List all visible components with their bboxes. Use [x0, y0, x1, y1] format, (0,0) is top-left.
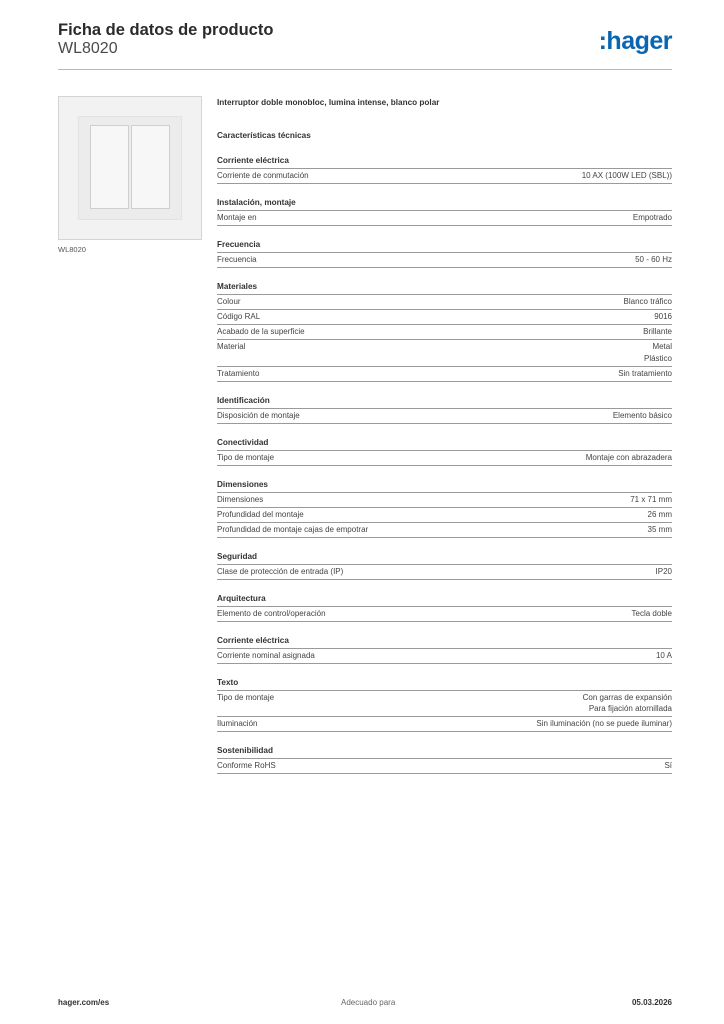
spec-values: [632, 608, 672, 620]
spec-row: [217, 717, 672, 732]
spec-row: [217, 295, 672, 310]
spec-value: Metal: [652, 342, 672, 351]
spec-values: [656, 566, 672, 578]
spec-values: [643, 326, 672, 338]
spec-value: 10 AX (100W LED (SBL)): [581, 171, 672, 180]
spec-value: Con garras de expansión: [582, 692, 672, 702]
product-description: Interruptor doble monobloc, lumina intense, blanco polar: [217, 98, 440, 107]
spec-row: [217, 451, 672, 466]
spec-row: [217, 367, 672, 382]
spec-value: Tecla doble: [631, 608, 672, 618]
spec-section: [217, 479, 672, 538]
switch-frame: [78, 116, 182, 220]
spec-value: 10 A: [655, 650, 672, 660]
spec-row: [217, 325, 672, 340]
tech-characteristics-title: Características técnicas: [217, 131, 311, 140]
spec-values: [635, 254, 672, 266]
header-divider: [58, 69, 672, 70]
spec-label: Profundidad del montaje: [217, 509, 304, 519]
spec-row: [217, 565, 672, 580]
section-title: Sostenibilidad: [217, 745, 672, 759]
spec-label: Profundidad de montaje cajas de empotrar: [217, 524, 369, 534]
spec-label: Tipo de montaje: [217, 692, 275, 702]
spec-values: [624, 296, 672, 308]
section-title: Arquitectura: [217, 593, 672, 607]
spec-section: [217, 197, 672, 226]
product-image: [58, 96, 202, 240]
page-title: Ficha de datos de producto: [58, 21, 274, 39]
spec-row: [217, 759, 672, 774]
spec-section: [217, 551, 672, 580]
spec-row: [217, 310, 672, 325]
spec-label: Corriente de conmutación: [217, 171, 309, 180]
spec-label: Montaje en: [217, 213, 257, 222]
spec-values: [654, 311, 672, 323]
spec-label: Elemento de control/operación: [217, 608, 326, 618]
spec-value: Blanco tráfico: [623, 297, 672, 306]
spec-label: Código RAL: [217, 312, 261, 321]
section-title: Conectividad: [217, 437, 672, 451]
section-title: Dimensiones: [217, 479, 672, 493]
spec-values: [648, 524, 672, 536]
spec-values: [630, 494, 672, 506]
spec-value: 26 mm: [647, 509, 672, 519]
section-title: Texto: [217, 677, 672, 691]
spec-label: Acabado de la superficie: [217, 327, 305, 336]
spec-value: 35 mm: [647, 524, 672, 534]
spec-row: [217, 607, 672, 622]
spec-row: [217, 253, 672, 268]
spec-label: Iluminación: [217, 719, 258, 728]
spec-values: [656, 650, 672, 662]
spec-row: [217, 340, 672, 367]
spec-content: [217, 96, 672, 774]
spec-label: Clase de protección de entrada (IP): [217, 566, 344, 576]
switch-rocker-left: [90, 125, 129, 209]
section-title: Corriente eléctrica: [217, 155, 672, 169]
spec-values: [648, 509, 672, 521]
switch-rocker-right: [131, 125, 170, 209]
section-title: Seguridad: [217, 551, 672, 565]
spec-section: [217, 677, 672, 733]
product-code: WL8020: [58, 40, 118, 57]
spec-label: Corriente nominal asignada: [217, 650, 315, 660]
spec-values: [536, 718, 672, 730]
spec-values: [633, 212, 672, 224]
spec-section: [217, 635, 672, 664]
spec-value: Elemento básico: [612, 410, 672, 420]
spec-row: [217, 523, 672, 538]
spec-value: Plástico: [643, 353, 672, 363]
spec-values: [582, 170, 672, 182]
spec-section: [217, 593, 672, 622]
section-title: Identificación: [217, 395, 672, 409]
spec-value: 50 - 60 Hz: [635, 255, 672, 264]
spec-row: [217, 508, 672, 523]
section-title: Materiales: [217, 281, 672, 295]
footer-website: hager.com/es: [58, 998, 110, 1007]
spec-values: [664, 760, 672, 772]
spec-row: [217, 211, 672, 226]
spec-value: 71 x 71 mm: [630, 494, 672, 504]
spec-row: [217, 169, 672, 184]
spec-label: Material: [217, 342, 246, 351]
spec-value: Para fijación atornillada: [588, 704, 672, 713]
section-title: Frecuencia: [217, 239, 672, 253]
spec-label: Dimensiones: [217, 494, 264, 504]
section-title: Instalación, montaje: [217, 197, 672, 211]
spec-values: [583, 692, 672, 715]
hager-logo: :hager: [598, 27, 672, 55]
spec-label: Conforme RoHS: [217, 761, 276, 770]
spec-label: Tratamiento: [217, 368, 260, 378]
spec-section: [217, 281, 672, 382]
spec-value: Sin tratamiento: [618, 368, 672, 378]
footer-center-text: Adecuado para: [341, 998, 396, 1007]
spec-value: Empotrado: [632, 213, 672, 222]
spec-values: [613, 410, 672, 422]
footer-date: 05.03.2026: [631, 998, 672, 1007]
spec-row: [217, 691, 672, 718]
section-title: Corriente eléctrica: [217, 635, 672, 649]
spec-values: [586, 452, 672, 464]
spec-value: Montaje con abrazadera: [585, 452, 672, 462]
spec-value: IP20: [655, 566, 672, 576]
spec-value: Brillante: [643, 327, 672, 336]
spec-section: [217, 155, 672, 184]
spec-value: Sí: [664, 761, 672, 770]
spec-row: [217, 409, 672, 424]
spec-label: Frecuencia: [217, 255, 257, 264]
spec-values: [618, 368, 672, 380]
spec-sections: [217, 155, 672, 774]
spec-label: Colour: [217, 297, 241, 306]
spec-section: [217, 239, 672, 268]
spec-label: Tipo de montaje: [217, 452, 275, 462]
spec-section: [217, 437, 672, 466]
spec-row: [217, 649, 672, 664]
image-caption: WL8020: [58, 245, 86, 254]
spec-section: [217, 395, 672, 424]
spec-value: 9016: [654, 312, 672, 321]
spec-values: [644, 341, 672, 364]
spec-value: Sin iluminación (no se puede iluminar): [536, 719, 672, 728]
spec-label: Disposición de montaje: [217, 410, 300, 420]
spec-section: [217, 745, 672, 774]
spec-row: [217, 493, 672, 508]
